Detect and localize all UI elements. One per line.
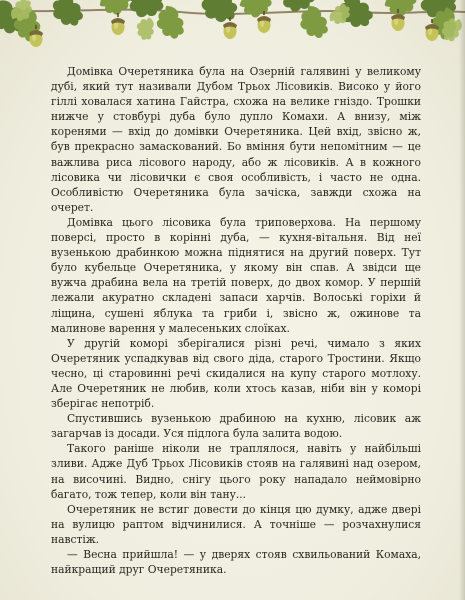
paragraph: Домівка Очеретяника була на Озерній галявині у великому дубі, який тут називали Дубом Трьох Лісовиків. Високо у його гіллі ховалася хатина Гайстра, схожа на велике гніздо. Трошки нижче у стовбурі дуба було дупло Комахи. А внизу, між коренями — вхід до домівки Очеретяника. Цей вхід, звісно ж, був прекрасно замаскований. Бо вміння бути непомітним — це важлива риса лісового народу, або ж лісовиків. А в кожного лісовика чи лісовички є своя особливість, і часто не одна. Особливістю Очеретяника була зачіска, завжди схожа на очерет. xyxy=(51,65,421,214)
paragraph: У другій коморі зберігалися різні речі, чимало з яких Очеретяник успадкував від свого діда, старого Тростини. Якщо чесно, ці старовинні речі скидалися на купу старого мотлоху. Але Очеретяник не любив, коли хтось казав, ніби він у коморі зберігає непотріб. xyxy=(51,336,421,411)
paragraph: Очеретяник не встиг довести до кінця цю думку, адже двері на вулицю раптом відчинилися. А точніше — розчахнулися навстіж. xyxy=(51,502,421,546)
paragraph: Домівка цього лісовика була триповерхова. На першому поверсі, просто в корінні дуба, — кухня-вітальня. Від неї вузенькою драбинкою можна піднятися на другий поверх. Тут було кубельце Очеретяника, у якому він спав. А звідси ще вужча драбина вела на третій поверх, до двох комор. У першій лежали акуратно складені запаси харчів. Волоські горіхи й ліщина, сушені яблука та гриби і, звісно ж, ожинове та малинове варення у малесеньких слоїках. xyxy=(51,215,421,335)
paragraph: — Весна прийшла! — у дверях стояв схвильований Комаха, найкращий друг Очеретяника. xyxy=(51,548,421,577)
page-edge-shadow xyxy=(459,0,465,600)
story-text xyxy=(51,64,421,577)
oak-leaves-border-illustration xyxy=(0,0,465,60)
paragraph: Такого раніше ніколи не траплялося, навіть у найбільші зливи. Адже Дуб Трьох Лісовиків стояв на галявині над озером, на височині. Видно, снігу цього року нападало неймовірно багато, тож тепер, коли він тану... xyxy=(51,442,421,501)
paragraph: Спустившись вузенькою драбиною на кухню, лісовик аж загарчав із досади. Уся підлога була залита водою. xyxy=(51,412,421,441)
